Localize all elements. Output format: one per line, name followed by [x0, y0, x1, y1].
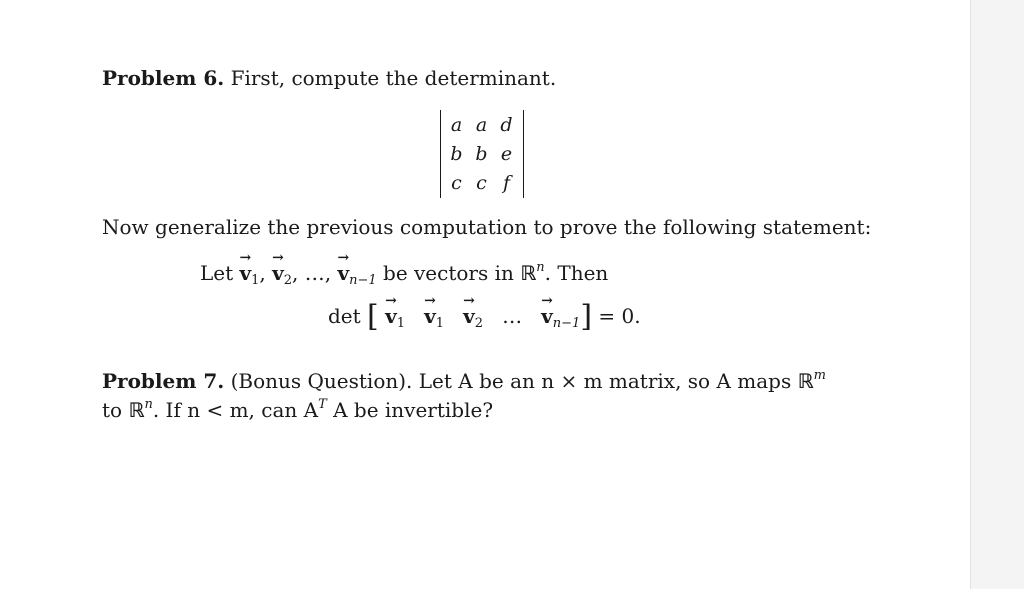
superscript-n: n [536, 260, 545, 275]
problem-6-intro: First, compute the determinant. [230, 66, 557, 90]
subscript-1: 1 [435, 316, 445, 331]
determinant-matrix [440, 110, 524, 198]
matrix-cell: a [475, 113, 488, 136]
right-bracket: ] [580, 299, 593, 334]
problem-7-line-2 [102, 391, 493, 424]
matrix-cell: f [502, 171, 511, 194]
matrix-cell: d [500, 113, 513, 136]
superscript-T: T [318, 397, 327, 412]
matrix-cell: c [476, 171, 487, 194]
viewer-gutter [970, 0, 1024, 589]
problem-7-question-mid: . If n < m, can A [152, 398, 319, 422]
vector-v1: → v [385, 302, 397, 330]
matrix-cell: a [450, 113, 463, 136]
equals-zero: = 0. [598, 304, 641, 328]
subscript-n-minus-1: n−1 [349, 273, 377, 288]
matrix-cell: b [450, 142, 463, 165]
comma: , [259, 261, 266, 285]
problem-7-label: Problem 7. [102, 369, 225, 393]
matrix-cell: e [500, 142, 513, 165]
then-word: . Then [544, 261, 609, 285]
let-word: Let [200, 261, 234, 285]
matrix-cell: c [451, 171, 462, 194]
superscript-m: m [813, 368, 826, 383]
comma: , [292, 261, 299, 285]
to-word: to [102, 398, 123, 422]
subscript-2: 2 [283, 273, 293, 288]
det-word: det [328, 304, 361, 328]
problem-6-line [102, 64, 556, 92]
matrix-row [444, 168, 519, 197]
vector-vn-1: → v [337, 259, 349, 287]
reals-symbol: ℝ [128, 398, 145, 422]
problem-7-question-end: A be invertible? [333, 398, 494, 422]
matrix-cell: b [475, 142, 488, 165]
reals-symbol: ℝ [797, 369, 814, 393]
vector-v2: → v [272, 259, 284, 287]
vector-v2: → v [463, 302, 475, 330]
det-equation [328, 299, 641, 338]
matrix-row [444, 139, 519, 168]
subscript-1: 1 [251, 273, 260, 288]
comma: , [324, 261, 332, 285]
vector-v1: → v [240, 259, 252, 287]
vector-vn-1: → v [541, 302, 553, 330]
subscript-2: 2 [474, 316, 483, 331]
vector-v1-repeat: → v [424, 302, 436, 330]
generalize-line: Now generalize the previous computation to prove the following statement: [102, 215, 872, 239]
problem-7-text: (Bonus Question). Let A be an n × m matrix, so A maps [230, 369, 792, 393]
be-vectors-in: be vectors in [383, 261, 514, 285]
left-bracket: [ [367, 299, 379, 334]
problem-6-label: Problem 6. [102, 66, 225, 90]
subscript-1: 1 [396, 316, 406, 331]
subscript-n-minus-1: n−1 [552, 316, 581, 331]
ellipsis: … [502, 304, 523, 328]
superscript-n: n [144, 397, 153, 412]
reals-symbol: ℝ [520, 261, 537, 285]
ellipsis: … [304, 261, 325, 285]
matrix-row [444, 110, 519, 139]
